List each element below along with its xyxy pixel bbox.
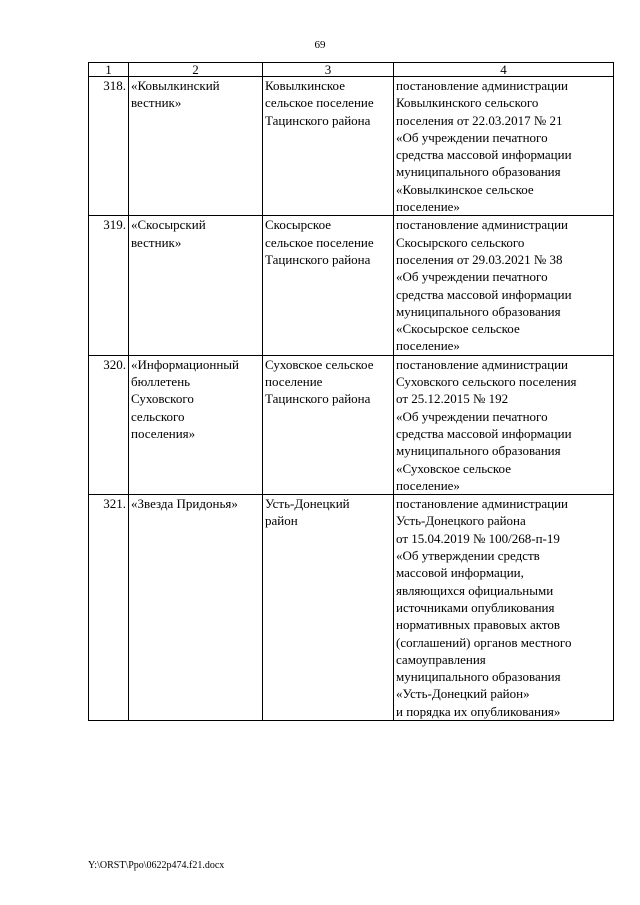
table-row <box>89 216 614 355</box>
cell-line: Усть-Донецкого района <box>396 513 526 529</box>
cell-line: поселение» <box>396 338 460 354</box>
cell-line: постановление администрации <box>396 217 569 233</box>
cell-line: средства массовой информации <box>396 425 572 441</box>
cell-line: «Об учреждении печатного <box>396 269 548 285</box>
cell-line: сельское поселение <box>265 95 374 111</box>
cell-line: поселение» <box>396 477 460 493</box>
media-name-cell <box>129 77 263 216</box>
column-header: 4 <box>394 63 614 77</box>
cell-line: Тацинского района <box>265 391 371 407</box>
column-header: 1 <box>89 63 129 77</box>
cell-line: «Об утверждении средств <box>396 548 540 564</box>
cell-line: Ковылкинского сельского <box>396 95 539 111</box>
cell-line: «Об учреждении печатного <box>396 129 548 145</box>
cell-line: вестник» <box>131 234 182 250</box>
cell-line: Тацинского района <box>265 112 371 128</box>
cell-line: от 15.04.2019 № 100/268-п-19 <box>396 530 560 546</box>
cell-line: бюллетень <box>131 374 191 390</box>
cell-line: Суховское сельское <box>265 356 374 372</box>
cell-line: «Ковылкинский <box>131 78 220 93</box>
cell-line: сельское поселение <box>265 234 374 250</box>
table-row <box>89 355 614 494</box>
cell-line: поселение <box>265 374 323 390</box>
legal-basis-cell <box>394 216 614 355</box>
cell-line: Суховского <box>131 391 194 407</box>
cell-line: муниципального образования <box>396 669 561 685</box>
table-header-row <box>89 63 614 77</box>
media-name-cell <box>129 216 263 355</box>
table-body <box>89 77 614 721</box>
cell-line: «Звезда Придонья» <box>131 496 238 512</box>
legal-basis-cell <box>394 77 614 216</box>
media-name-cell <box>129 355 263 494</box>
cell-line: поселения от 29.03.2021 № 38 <box>396 251 563 267</box>
page-number: 69 <box>314 39 326 51</box>
cell-line: Ковылкинское <box>265 78 345 93</box>
cell-line: сельского <box>131 408 185 424</box>
cell-line: постановление администрации <box>396 496 569 512</box>
cell-line: (соглашений) органов местного <box>396 634 572 650</box>
cell-line: Скосырское <box>265 217 332 233</box>
table-row <box>89 77 614 216</box>
cell-line: «Усть-Донецкий район» <box>396 686 530 702</box>
cell-line: поселение» <box>396 199 460 215</box>
cell-line: муниципального образования <box>396 164 561 180</box>
cell-line: «Ковылкинское сельское <box>396 181 534 197</box>
cell-line: являющихся официальными <box>396 582 554 598</box>
cell-line: средства массовой информации <box>396 286 572 302</box>
cell-line: нормативных правовых актов <box>396 617 561 633</box>
cell-line: «Об учреждении печатного <box>396 408 548 424</box>
legal-basis-cell <box>394 355 614 494</box>
cell-line: Скосырского сельского <box>396 234 525 250</box>
row-number: 318. <box>89 77 129 216</box>
founder-cell <box>263 77 394 216</box>
registry-table <box>88 62 614 721</box>
cell-line: район <box>265 513 298 529</box>
cell-line: «Скосырское сельское <box>396 321 520 337</box>
cell-line: «Скосырский <box>131 217 206 233</box>
founder-cell <box>263 495 394 721</box>
cell-line: муниципального образования <box>396 443 561 459</box>
cell-line: муниципального образования <box>396 303 561 319</box>
footer-file-path: Y:\ORST\Ppo\0622p474.f21.docx <box>88 860 225 871</box>
media-name-cell <box>129 495 263 721</box>
cell-line: средства массовой информации <box>396 147 572 163</box>
cell-line: самоуправления <box>396 651 486 667</box>
cell-line: Тацинского района <box>265 251 371 267</box>
cell-line: поселения от 22.03.2017 № 21 <box>396 112 563 128</box>
cell-line: от 25.12.2015 № 192 <box>396 391 509 407</box>
row-number: 319. <box>89 216 129 355</box>
column-header: 3 <box>263 63 394 77</box>
cell-line: Суховского сельского поселения <box>396 374 577 390</box>
founder-cell <box>263 355 394 494</box>
legal-basis-cell <box>394 495 614 721</box>
column-header: 2 <box>129 63 263 77</box>
cell-line: поселения» <box>131 425 196 441</box>
cell-line: и порядка их опубликования» <box>396 703 561 719</box>
cell-line: постановление администрации <box>396 78 569 93</box>
cell-line: вестник» <box>131 95 182 111</box>
row-number: 321. <box>89 495 129 721</box>
cell-line: массовой информации, <box>396 565 524 581</box>
founder-cell <box>263 216 394 355</box>
cell-line: источниками опубликования <box>396 599 555 615</box>
row-number: 320. <box>89 355 129 494</box>
cell-line: Усть-Донецкий <box>265 496 350 512</box>
table-row <box>89 495 614 721</box>
cell-line: постановление администрации <box>396 356 569 372</box>
cell-line: «Суховское сельское <box>396 460 511 476</box>
cell-line: «Информационный <box>131 356 239 372</box>
